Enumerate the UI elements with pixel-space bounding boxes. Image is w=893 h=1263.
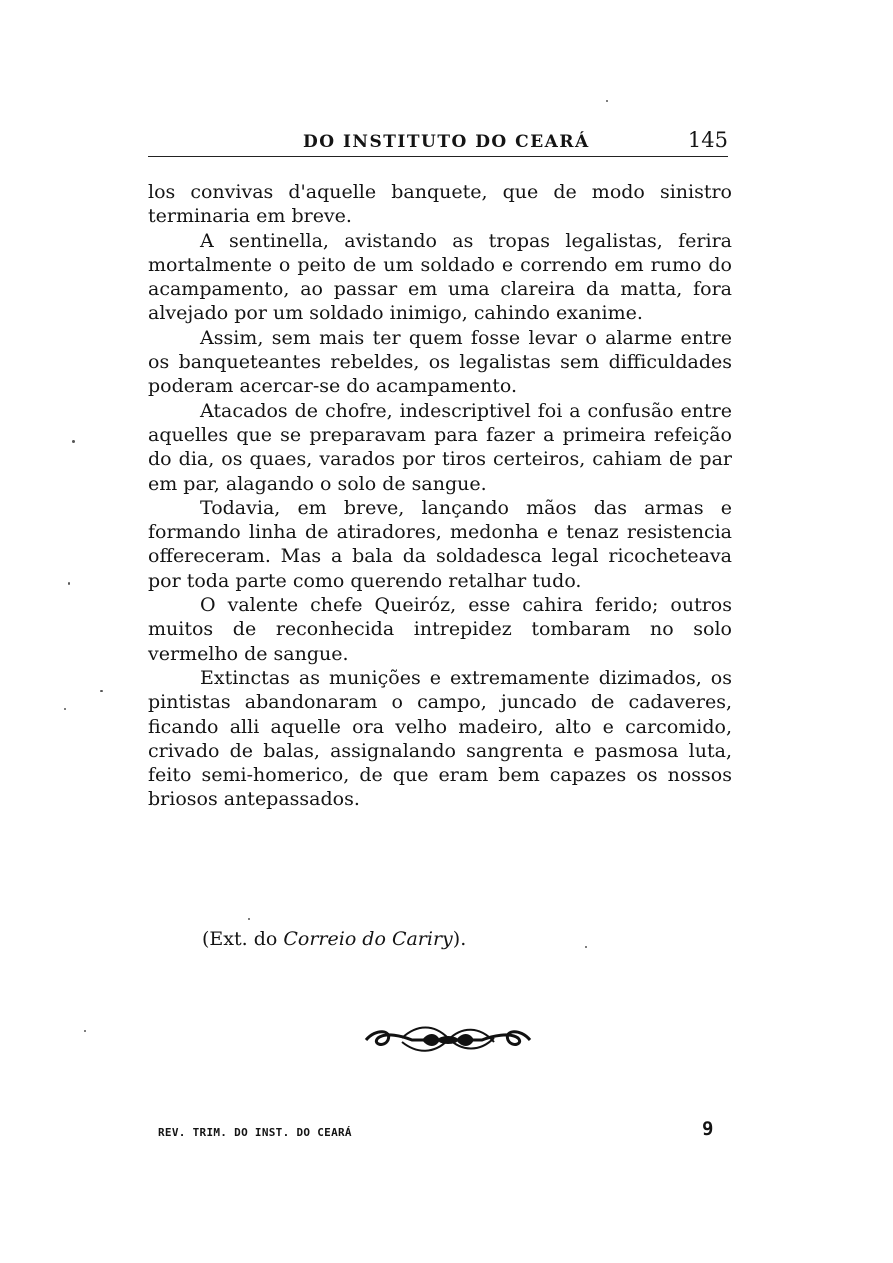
speck [248, 918, 250, 920]
paragraph-6: O valente chefe Queiróz, esse cahira ferido; outros muitos de reconhecida intrepidez tombaram no solo vermelho de sangue. [148, 594, 732, 665]
page-number: 145 [687, 128, 728, 152]
speck [606, 100, 608, 102]
speck [84, 1030, 86, 1032]
speck [585, 946, 587, 948]
paragraph-3: Assim, sem mais ter quem fosse levar o alarme entre os banqueteantes rebeldes, os legalistas sem difficuldades poderam acercar-se do acampamento. [148, 326, 732, 398]
body-text [148, 180, 732, 812]
speck [100, 690, 103, 692]
paragraph-1: los convivas d'aquelle banquete, que de modo sinistro terminaria em breve. [148, 181, 732, 228]
paragraph-4: Atacados de chofre, indescriptivel foi a confusão entre aquelles que se preparavam para fazer a primeira refeição do dia, os quaes, varados por tiros certeiros, cahiam de par em par, alagando o solo de sangue. [148, 399, 732, 495]
paragraph-2: A sentinella, avistando as tropas legalistas, ferira mortalmente o peito de um soldado e correndo em rumo do acampamento, ao passar em uma clareira da matta, fora alvejado por um soldado inimigo, cahindo exanime. [148, 229, 732, 325]
paragraph-7: Extinctas as munições e extremamente dizimados, os pintistas abandonaram o campo, juncado de cadaveres, ficando alli aquelle ora velho madeiro, alto e carcomido, crivado de balas, assignalando sangrenta e pasmosa luta, feito semi-homerico, de que eram bem capazes os nossos briosos antepassados. [148, 666, 732, 811]
speck [64, 708, 66, 710]
source-suffix: ). [452, 928, 467, 950]
printer-signature-line: REV. TRIM. DO INST. DO CEARÁ [158, 1126, 352, 1139]
source-note [202, 928, 466, 950]
speck [68, 582, 70, 585]
running-title: DO INSTITUTO DO CEARÁ [303, 132, 590, 152]
decorative-ornament [362, 1018, 534, 1058]
paragraph-5: Todavia, em breve, lançando mãos das armas e formando linha de atiradores, medonha e tenaz resistencia offereceram. Mas a bala da soldadesca legal ricocheteava por toda parte como querendo retalhar tudo. [148, 496, 732, 592]
source-prefix: (Ext. do [202, 928, 284, 950]
speck [72, 440, 75, 443]
printer-signature-mark: 9 [702, 1118, 714, 1140]
source-title: Correio do Cariry [283, 928, 453, 950]
running-head [148, 126, 728, 157]
